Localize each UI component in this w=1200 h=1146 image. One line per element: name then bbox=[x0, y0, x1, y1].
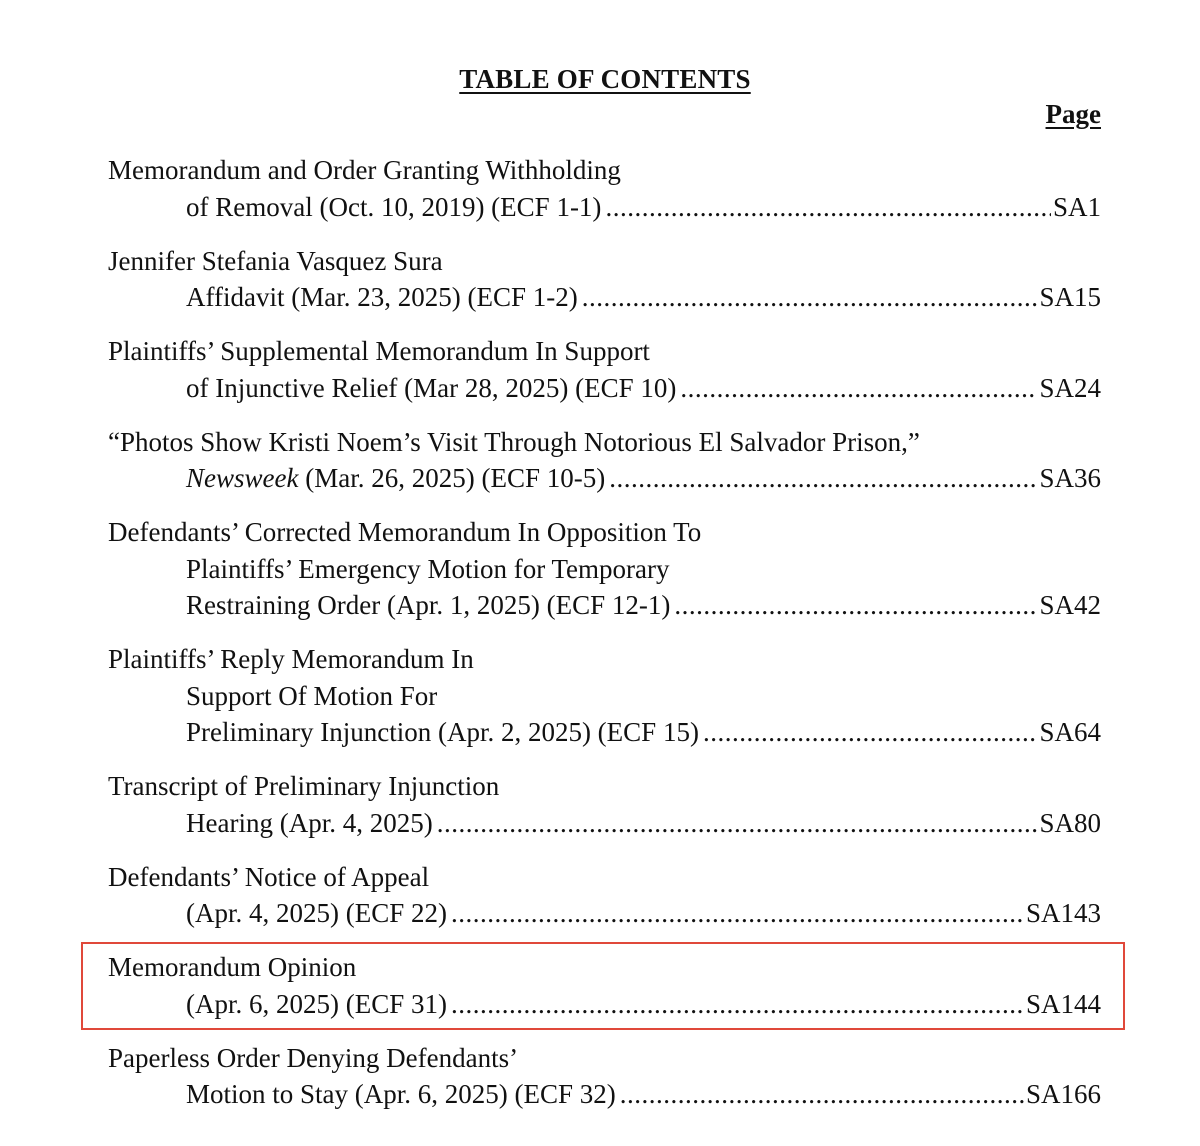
toc-entry bbox=[108, 152, 1101, 225]
entry-last-text: (Apr. 4, 2025) (ECF 22) bbox=[186, 898, 447, 928]
entry-page-number: SA42 bbox=[1039, 590, 1101, 620]
dot-leader bbox=[451, 895, 1024, 932]
dot-leader bbox=[582, 279, 1038, 316]
entry-page-number: SA36 bbox=[1039, 463, 1101, 493]
entry-page-number: SA64 bbox=[1039, 717, 1101, 747]
dot-leader bbox=[605, 189, 1051, 226]
dot-leader bbox=[680, 370, 1037, 407]
entry-page-number: SA144 bbox=[1025, 988, 1101, 1019]
entry-first-line: Plaintiffs’ Reply Memorandum In bbox=[108, 644, 474, 674]
entry-first-line: Memorandum Opinion bbox=[108, 952, 357, 982]
page-column-header: Page bbox=[1045, 99, 1101, 129]
entry-last-line bbox=[108, 895, 1101, 932]
entry-first-line: “Photos Show Kristi Noem’s Visit Through Notorious El Salvador Prison,” bbox=[108, 426, 920, 457]
entry-last-text: Restraining Order (Apr. 1, 2025) (ECF 12-1) bbox=[186, 590, 671, 620]
dot-leader bbox=[703, 714, 1038, 751]
entry-page-number: SA80 bbox=[1039, 807, 1101, 838]
dot-leader bbox=[674, 587, 1037, 624]
entry-first-line: Memorandum and Order Granting Withholding bbox=[108, 155, 621, 185]
entry-middle-line: Support Of Motion For bbox=[186, 680, 438, 711]
toc-entry bbox=[108, 243, 1101, 316]
entry-last-line bbox=[108, 279, 1101, 316]
toc-entry bbox=[108, 514, 1101, 624]
entry-middle-line: Plaintiffs’ Emergency Motion for Temporary bbox=[186, 553, 670, 584]
dot-leader bbox=[620, 1076, 1024, 1113]
entry-last-text: Motion to Stay (Apr. 6, 2025) (ECF 32) bbox=[186, 1079, 616, 1109]
entry-last-text: of Removal (Oct. 10, 2019) (ECF 1-1) bbox=[186, 191, 602, 222]
entry-first-line: Defendants’ Corrected Memorandum In Opposition To bbox=[108, 517, 702, 547]
entry-last-text: of Injunctive Relief (Mar 28, 2025) (ECF 10) bbox=[186, 372, 677, 403]
entry-last-text: (Apr. 6, 2025) (ECF 31) bbox=[186, 988, 447, 1019]
dot-leader bbox=[609, 460, 1037, 497]
toc-entry bbox=[108, 333, 1101, 406]
entry-first-line: Paperless Order Denying Defendants’ bbox=[108, 1042, 519, 1073]
entry-page-number: SA143 bbox=[1025, 898, 1101, 928]
entry-page-number: SA1 bbox=[1052, 191, 1101, 222]
entry-last-text bbox=[186, 460, 605, 497]
entry-last-text-rest: (Mar. 26, 2025) (ECF 10-5) bbox=[298, 463, 606, 493]
entry-first-line: Transcript of Preliminary Injunction bbox=[108, 771, 500, 801]
toc-entry bbox=[108, 768, 1101, 841]
highlight-box bbox=[81, 942, 1125, 1030]
entry-last-line bbox=[108, 460, 1101, 497]
entry-page-number: SA15 bbox=[1039, 282, 1101, 312]
entry-last-line bbox=[108, 1076, 1101, 1113]
toc-entry bbox=[108, 859, 1101, 932]
toc-entry bbox=[108, 641, 1101, 751]
entry-last-line bbox=[108, 587, 1101, 624]
entry-first-line: Plaintiffs’ Supplemental Memorandum In Support bbox=[108, 336, 650, 366]
toc-entry bbox=[108, 1040, 1101, 1113]
entry-first-line: Jennifer Stefania Vasquez Sura bbox=[108, 245, 443, 276]
dot-leader bbox=[437, 805, 1038, 842]
toc-title: TABLE OF CONTENTS bbox=[459, 64, 751, 94]
entry-last-line bbox=[108, 805, 1101, 842]
entry-page-number: SA166 bbox=[1025, 1079, 1101, 1109]
entry-last-line bbox=[108, 714, 1101, 751]
toc-entry bbox=[108, 424, 1101, 497]
entry-first-line: Defendants’ Notice of Appeal bbox=[108, 861, 430, 892]
entry-page-number: SA24 bbox=[1039, 372, 1101, 403]
entry-last-text: Preliminary Injunction (Apr. 2, 2025) (ECF 15) bbox=[186, 717, 699, 747]
publication-name: Newsweek bbox=[186, 463, 299, 493]
entry-last-text: Hearing (Apr. 4, 2025) bbox=[186, 807, 433, 838]
entry-last-line bbox=[108, 370, 1101, 407]
entry-last-text: Affidavit (Mar. 23, 2025) (ECF 1-2) bbox=[186, 282, 578, 312]
entry-last-line bbox=[108, 189, 1101, 226]
